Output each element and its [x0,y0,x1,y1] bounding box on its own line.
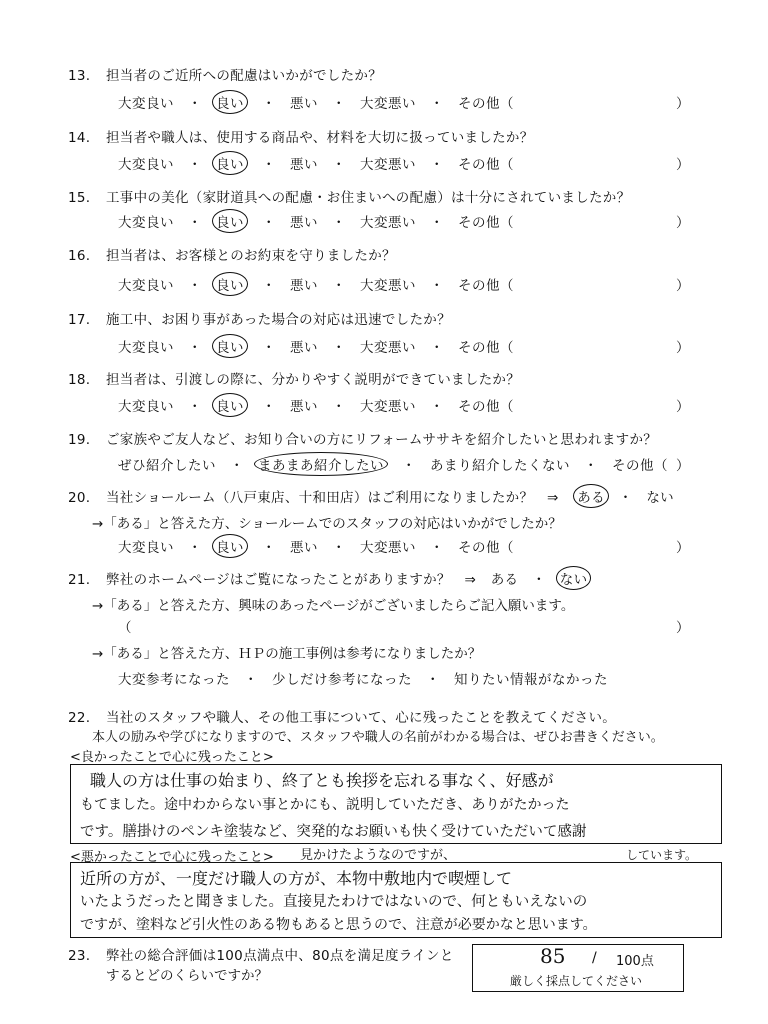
good-comment-line: 職人の方は仕事の始まり、終了とも挨拶を忘れる事なく、好感が [90,771,554,790]
recommend-row: ぜひ紹介したい ・ まあまあ紹介したい ・ あまり紹介したくない ・ その他（ [118,454,668,474]
selected-good[interactable]: 良い [212,209,248,233]
question-13: 13. 担当者のご近所への配慮はいかがでしたか？ [68,68,382,84]
selected-good[interactable]: 良い [212,151,248,175]
q22-sub: 本人の励みや学びになりますので、スタッフや職人の名前がわかる場合は、ぜひお書きください。 [92,730,664,745]
q20-follow: →「ある」と答えた方、ショールームでのスタッフの対応はいかがでしたか？ [92,516,562,532]
selected-no[interactable]: ない [556,566,592,590]
question-18: 18. 担当者は、引渡しの際に、分かりやすく説明ができていましたか？ [68,372,520,388]
good-heading: <良かったことで心に残ったこと> [70,750,274,765]
good-comment-line: もてました。途中わからない事とかにも、説明していただき、ありがたかった [80,797,570,813]
rating-row-15: 大変良い ・ 良い ・ 悪い ・ 大変悪い ・ その他（ [118,211,514,231]
score-slash: / [592,950,597,966]
q21-follow2: →「ある」と答えた方、ＨＰの施工事例は参考になりましたか？ [92,646,482,662]
question-16: 16. 担当者は、お客様とのお約束を守りましたか？ [68,248,396,264]
selected-good[interactable]: 良い [212,90,248,114]
selected-recommend[interactable]: まあまあ紹介したい [254,452,388,476]
selected-good[interactable]: 良い [212,334,248,358]
question-15: 15. 工事中の美化（家財道具への配慮・お住まいへの配慮）は十分にされていましたか？ [68,190,631,206]
question-19: 19. ご家族やご友人など、お知り合いの方にリフォームササキを紹介したいと思われますか？ [68,432,658,448]
bad-comment-line: いたようだったと聞きました。直接見たわけではないので、何ともいえないの [80,894,588,910]
bad-heading: <悪かったことで心に残ったこと> [70,850,274,865]
selected-good[interactable]: 良い [212,272,248,296]
bad-comment-line: ですが、塗料など引火性のある物もあると思うので、注意が必要かなと思います。 [80,917,597,933]
survey-page: 13. 担当者のご近所への配慮はいかがでしたか？ 大変良い ・ 良い ・ 悪い ・ 大変悪い ・ その他（ ） 14. 担当者や職人は、使用する商品や、材料を大切に扱っていましたか？ 大変良い ・ 良い ・ 悪い ・ 大変悪い ・ その他（ ） 15. 工事中の美化（家財道具への配慮・お住まいへの配慮）は十分にされていましたか？ 大変良い ・ 良い ・ 悪い ・ 大変悪い ・ その他（ ） 16. 担当者は、お客様とのお約束を守りましたか？ 大変良い ・ 良い ・ 悪い ・ 大変悪い ・ その他（ ） 17. 施工中、お困り事があった場合の対応は迅速でしたか？ 大変良い ・ 良い ・ 悪い ・ 大変悪い ・ その他（ ） 18. 担当者は、引渡しの際に、分かりやすく説明ができていましたか？ 大変良い ・ 良い ・ 悪い ・ 大変悪い ・ その他（ ） 19. ご家族やご友人など、お知り合いの方にリフォームササキを紹介したいと思われますか？ ぜひ紹介したい ・ まあまあ紹介したい ・ あまり紹介したくない ・ その他（ ） 20. 当社ショールーム（八戸東店、十和田店）はご利用になりましたか？ ⇒ ある ・ ない →「ある」と答えた方、ショールームでのスタッフの対応はいかがでしたか？ 大変良い ・ 良い ・ 悪い ・ 大変悪い ・ その他（ ） 21. 弊社のホームページはご覧になったことがありますか？ ⇒ ある ・ ない →「ある」と答えた方、興味のあったページがございましたらご記入願います。 （ ） →「ある」と答えた方、ＨＰの施工事例は参考になりましたか？ 大変参考になった ・ 少しだけ参考になった ・ 知りたい情報がなかった 22. 当社のスタッフや職人、その他工事について、心に残ったことを教えてください。 本人の励みや学びになりますので、スタッフや職人の名前がわかる場合は、ぜひお書きください。 <良かったことで心に残ったこと> 職人の方は仕事の始まり、終了とも挨拶を忘れる事なく、好感が もてました。途中わからない事とかにも、説明していただき、ありがたかった です。膳掛けのペンキ塗装など、突発的なお願いも快く受けていただいて感謝 <悪かったことで心に残ったこと> 見かけたようなのですが、 しています。 近所の方が、一度だけ職人の方が、本物中敷地内で喫煙して いたようだったと聞きました。直接見たわけではないので、何ともいえないの ですが、塗料など引火性のある物もあると思うので、注意が必要かなと思います。 23. 弊社の総合評価は100点満点中、80点を満足度ラインと するとどのくらいですか？ 85 / 100点 厳しく採点してください [0,0,768,1024]
good-comment-tail: しています。 [626,848,698,862]
rating-row-13: 大変良い ・ 良い ・ 悪い ・ 大変悪い ・ その他（ [118,92,514,112]
hp-reference-row: 大変参考になった ・ 少しだけ参考になった ・ 知りたい情報がなかった [118,672,608,688]
question-14: 14. 担当者や職人は、使用する商品や、材料を大切に扱っていましたか？ [68,130,534,146]
bad-comment-line: 近所の方が、一度だけ職人の方が、本物中敷地内で喫煙して [80,869,513,888]
rating-row-18: 大変良い ・ 良い ・ 悪い ・ 大変悪い ・ その他（ [118,395,514,415]
bad-note: 見かけたようなのですが、 [300,848,457,863]
question-21: 21. 弊社のホームページはご覧になったことがありますか？ ⇒ ある ・ ない [68,568,587,588]
score-note: 厳しく採点してください [510,974,643,988]
rating-row-16: 大変良い ・ 良い ・ 悪い ・ 大変悪い ・ その他（ [118,274,514,294]
rating-row-14: 大変良い ・ 良い ・ 悪い ・ 大変悪い ・ その他（ [118,153,514,173]
score-value: 85 [540,944,566,968]
rating-row-17: 大変良い ・ 良い ・ 悪い ・ 大変悪い ・ その他（ [118,336,514,356]
selected-good[interactable]: 良い [212,534,248,558]
question-17: 17. 施工中、お困り事があった場合の対応は迅速でしたか？ [68,312,451,328]
q23-line2: するとどのくらいですか？ [106,968,268,984]
score-max: 100点 [616,954,654,969]
question-23: 23. 弊社の総合評価は100点満点中、80点を満足度ラインと [68,948,454,964]
rating-row-20: 大変良い ・ 良い ・ 悪い ・ 大変悪い ・ その他（ [118,536,514,556]
selected-yes[interactable]: ある [573,484,609,508]
q21-follow1: →「ある」と答えた方、興味のあったページがございましたらご記入願います。 [92,598,575,614]
question-22: 22. 当社のスタッフや職人、その他工事について、心に残ったことを教えてください。 [68,710,617,726]
selected-good[interactable]: 良い [212,393,248,417]
good-comment-line: です。膳掛けのペンキ塗装など、突発的なお願いも快く受けていただいて感謝 [80,824,587,840]
question-20: 20. 当社ショールーム（八戸東店、十和田店）はご利用になりましたか？ ⇒ ある ・ ない [68,486,674,506]
